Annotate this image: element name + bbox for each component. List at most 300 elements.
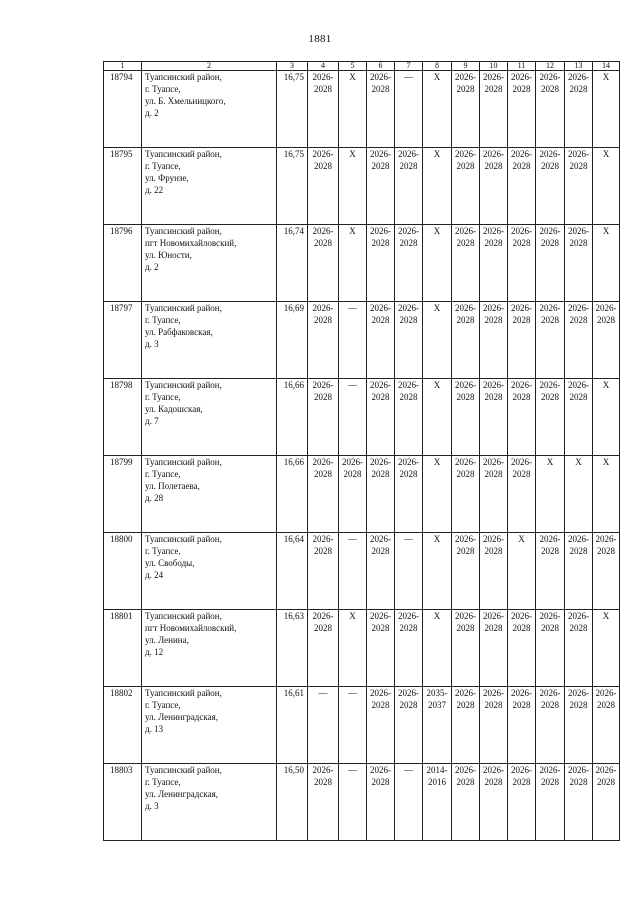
record-number: 18794: [104, 71, 142, 148]
work-period-cell: [452, 764, 480, 841]
work-period-cell: [423, 764, 452, 841]
period-text: 2028: [314, 238, 332, 248]
address-cell: [142, 71, 277, 148]
period-text: 2028: [371, 315, 390, 325]
period-text: 2016: [428, 777, 446, 787]
address-line: Туапсинский район,: [145, 688, 222, 698]
period-text: X: [433, 457, 441, 467]
work-period-cell: [565, 533, 593, 610]
period-text: 2026-: [483, 611, 504, 621]
column-number: 4: [308, 62, 339, 71]
table-row: [104, 533, 620, 610]
period-text: 2026-: [511, 303, 532, 313]
work-period-cell: [480, 456, 508, 533]
work-period-cell: [423, 533, 452, 610]
address-line: д. 3: [145, 801, 159, 811]
period-text: —: [348, 534, 357, 544]
period-text: 2026-: [568, 534, 589, 544]
work-period-cell: [308, 71, 339, 148]
address-line: д. 3: [145, 339, 159, 349]
work-period-cell: [480, 379, 508, 456]
period-text: 2026-: [455, 303, 476, 313]
work-period-cell: [308, 687, 339, 764]
period-text: X: [349, 149, 356, 159]
period-text: 2028: [456, 469, 475, 479]
work-period-cell: [480, 533, 508, 610]
registry-table: [103, 61, 620, 841]
period-text: 2028: [371, 777, 390, 787]
work-period-cell: [308, 379, 339, 456]
work-period-cell: [593, 379, 620, 456]
area-value: 16,69: [277, 302, 308, 379]
address-line: пгт Новомихайловский,: [145, 238, 237, 248]
work-period-cell: [536, 687, 565, 764]
work-period-cell: [395, 687, 423, 764]
work-period-cell: [536, 379, 565, 456]
period-text: 2026-: [398, 303, 419, 313]
column-number: 3: [277, 62, 308, 71]
period-text: 2026-: [568, 226, 589, 236]
period-text: X: [602, 149, 610, 159]
address-line: г. Туапсе,: [145, 392, 181, 402]
address-line: г. Туапсе,: [145, 546, 181, 556]
address-line: д. 12: [145, 647, 164, 657]
work-period-cell: [339, 533, 367, 610]
address-cell: [142, 302, 277, 379]
work-period-cell: [565, 302, 593, 379]
period-text: —: [404, 765, 413, 775]
period-text: 2026-: [370, 457, 391, 467]
period-text: 2026-: [455, 765, 476, 775]
period-text: X: [602, 457, 610, 467]
work-period-cell: [536, 533, 565, 610]
record-number: 18796: [104, 225, 142, 302]
address-cell: [142, 687, 277, 764]
period-text: X: [433, 380, 441, 390]
work-period-cell: [367, 533, 395, 610]
work-period-cell: [395, 379, 423, 456]
period-text: 2026-: [398, 457, 419, 467]
work-period-cell: [480, 687, 508, 764]
period-text: 2028: [456, 161, 475, 171]
period-text: 2028: [399, 392, 418, 402]
column-number: 2: [142, 62, 277, 71]
period-text: 2026-: [455, 611, 476, 621]
period-text: 2028: [399, 161, 418, 171]
area-value: 16,66: [277, 379, 308, 456]
address-line: Туапсинский район,: [145, 611, 222, 621]
work-period-cell: [339, 379, 367, 456]
work-period-cell: [508, 456, 536, 533]
work-period-cell: [395, 764, 423, 841]
work-period-cell: [339, 71, 367, 148]
work-period-cell: [508, 148, 536, 225]
work-period-cell: [565, 687, 593, 764]
period-text: 2026-: [539, 534, 561, 544]
period-text: 2026-: [568, 72, 589, 82]
work-period-cell: [339, 456, 367, 533]
period-text: X: [602, 380, 610, 390]
table-row: [104, 302, 620, 379]
period-text: 2026-: [370, 149, 391, 159]
address-line: г. Туапсе,: [145, 777, 181, 787]
period-text: 2026-: [511, 380, 532, 390]
period-text: 2028: [371, 546, 390, 556]
work-period-cell: [593, 764, 620, 841]
address-line: Туапсинский район,: [145, 380, 222, 390]
period-text: —: [348, 380, 357, 390]
work-period-cell: [395, 610, 423, 687]
period-text: 2026-: [595, 534, 617, 544]
period-text: X: [518, 534, 525, 544]
period-text: 2026-: [568, 380, 589, 390]
record-number: 18802: [104, 687, 142, 764]
period-text: 2026-: [511, 457, 532, 467]
period-text: 2026-: [398, 149, 419, 159]
period-text: 2026-: [568, 303, 589, 313]
period-text: 2028: [541, 238, 559, 248]
work-period-cell: [593, 456, 620, 533]
area-value: 16,66: [277, 456, 308, 533]
period-text: 2026-: [312, 765, 334, 775]
period-text: 2026-: [568, 149, 589, 159]
period-text: 2026-: [511, 765, 532, 775]
period-text: 2026-: [312, 226, 334, 236]
period-text: 2028: [541, 392, 559, 402]
address-line: ул. Б. Хмельницкого,: [145, 96, 226, 106]
record-number: 18801: [104, 610, 142, 687]
column-number: 13: [565, 62, 593, 71]
address-line: ул. Кадошская,: [145, 404, 203, 414]
work-period-cell: [367, 71, 395, 148]
work-period-cell: [536, 71, 565, 148]
work-period-cell: [367, 148, 395, 225]
work-period-cell: [395, 148, 423, 225]
period-text: X: [433, 611, 441, 621]
period-text: 2026-: [398, 611, 419, 621]
column-number: 11: [508, 62, 536, 71]
work-period-cell: [452, 71, 480, 148]
period-text: 2026-: [483, 380, 504, 390]
address-line: д. 13: [145, 724, 164, 734]
period-text: 2028: [314, 777, 332, 787]
period-text: 2028: [456, 238, 475, 248]
work-period-cell: [367, 302, 395, 379]
period-text: 2026-: [511, 611, 532, 621]
address-line: ул. Юности,: [145, 250, 192, 260]
work-period-cell: [480, 148, 508, 225]
period-text: 2028: [541, 315, 559, 325]
period-text: X: [602, 611, 610, 621]
column-number: 14: [593, 62, 620, 71]
period-text: 2028: [512, 315, 531, 325]
work-period-cell: [452, 610, 480, 687]
period-text: 2028: [484, 469, 503, 479]
work-period-cell: [480, 764, 508, 841]
record-number: 18799: [104, 456, 142, 533]
work-period-cell: [308, 610, 339, 687]
period-text: 2026-: [312, 149, 334, 159]
period-text: 2028: [484, 777, 503, 787]
period-text: 2028: [512, 84, 531, 94]
table-row: [104, 148, 620, 225]
work-period-cell: [536, 148, 565, 225]
address-cell: [142, 379, 277, 456]
period-text: 2028: [541, 161, 559, 171]
period-text: 2028: [371, 161, 390, 171]
work-period-cell: [423, 687, 452, 764]
period-text: 2026-: [455, 457, 476, 467]
period-text: 2028: [512, 469, 531, 479]
address-cell: [142, 456, 277, 533]
work-period-cell: [508, 225, 536, 302]
work-period-cell: [593, 687, 620, 764]
period-text: 2028: [569, 777, 588, 787]
period-text: 2026-: [398, 226, 419, 236]
address-line: Туапсинский район,: [145, 765, 222, 775]
record-number: 18798: [104, 379, 142, 456]
period-text: 2028: [314, 623, 332, 633]
address-line: г. Туапсе,: [145, 315, 181, 325]
table-row: [104, 225, 620, 302]
address-line: ул. Свободы,: [145, 558, 195, 568]
period-text: 2028: [541, 84, 559, 94]
period-text: 2028: [484, 623, 503, 633]
work-period-cell: [367, 225, 395, 302]
record-number: 18803: [104, 764, 142, 841]
period-text: 2028: [569, 84, 588, 94]
work-period-cell: [536, 764, 565, 841]
period-text: 2026-: [312, 72, 334, 82]
period-text: 2028: [512, 700, 531, 710]
work-period-cell: [423, 302, 452, 379]
address-cell: [142, 148, 277, 225]
period-text: 2026-: [539, 688, 561, 698]
page-number: 1881: [308, 33, 332, 45]
work-period-cell: [565, 225, 593, 302]
period-text: 2037: [428, 700, 446, 710]
address-line: г. Туапсе,: [145, 84, 181, 94]
period-text: 2026-: [539, 765, 561, 775]
period-text: X: [349, 72, 356, 82]
work-period-cell: [339, 764, 367, 841]
work-period-cell: [395, 456, 423, 533]
work-period-cell: [367, 456, 395, 533]
period-text: X: [602, 72, 610, 82]
period-text: 2035-: [426, 688, 448, 698]
period-text: 2028: [569, 392, 588, 402]
table-row: [104, 379, 620, 456]
period-text: 2026-: [595, 765, 617, 775]
period-text: —: [348, 765, 357, 775]
address-cell: [142, 225, 277, 302]
period-text: 2028: [569, 700, 588, 710]
period-text: 2026-: [455, 149, 476, 159]
work-period-cell: [308, 225, 339, 302]
period-text: 2026-: [455, 534, 476, 544]
period-text: 2028: [371, 84, 390, 94]
work-period-cell: [536, 225, 565, 302]
period-text: —: [348, 688, 357, 698]
work-period-cell: [452, 225, 480, 302]
period-text: X: [433, 149, 441, 159]
column-number: 12: [536, 62, 565, 71]
period-text: 2026-: [483, 457, 504, 467]
period-text: —: [318, 688, 328, 698]
area-value: 16,63: [277, 610, 308, 687]
period-text: 2026-: [370, 765, 391, 775]
period-text: —: [404, 72, 413, 82]
period-text: 2028: [512, 161, 531, 171]
address-cell: [142, 764, 277, 841]
period-text: 2026-: [483, 303, 504, 313]
work-period-cell: [536, 456, 565, 533]
period-text: 2028: [456, 392, 475, 402]
period-text: 2026-: [342, 457, 363, 467]
work-period-cell: [308, 764, 339, 841]
period-text: 2026-: [312, 380, 334, 390]
work-period-cell: [423, 71, 452, 148]
period-text: 2028: [314, 392, 332, 402]
period-text: 2028: [597, 777, 615, 787]
period-text: —: [348, 303, 357, 313]
period-text: 2026-: [370, 611, 391, 621]
work-period-cell: [508, 71, 536, 148]
period-text: 2028: [512, 392, 531, 402]
period-text: 2028: [399, 623, 418, 633]
period-text: 2026-: [511, 226, 532, 236]
period-text: 2028: [456, 84, 475, 94]
period-text: 2028: [484, 84, 503, 94]
period-text: 2026-: [568, 765, 589, 775]
table-row: [104, 687, 620, 764]
address-line: д. 24: [145, 570, 164, 580]
period-text: X: [602, 226, 610, 236]
work-period-cell: [367, 764, 395, 841]
period-text: 2028: [314, 469, 332, 479]
period-text: 2026-: [511, 149, 532, 159]
address-line: ул. Ленинградская,: [145, 789, 218, 799]
period-text: 2028: [314, 315, 332, 325]
period-text: 2026-: [483, 534, 504, 544]
record-number: 18797: [104, 302, 142, 379]
period-text: 2028: [484, 546, 503, 556]
work-period-cell: [508, 379, 536, 456]
address-line: Туапсинский район,: [145, 303, 222, 313]
address-cell: [142, 610, 277, 687]
period-text: 2028: [371, 469, 390, 479]
column-number: 1: [104, 62, 142, 71]
column-number: 8: [423, 62, 452, 71]
period-text: 2028: [512, 623, 531, 633]
period-text: 2028: [456, 777, 475, 787]
work-period-cell: [395, 302, 423, 379]
period-text: 2028: [541, 700, 559, 710]
period-text: 2026-: [370, 226, 391, 236]
work-period-cell: [565, 379, 593, 456]
work-period-cell: [339, 610, 367, 687]
column-number-row: [104, 62, 620, 71]
period-text: 2028: [399, 315, 418, 325]
work-period-cell: [452, 379, 480, 456]
address-line: г. Туапсе,: [145, 469, 181, 479]
period-text: 2026-: [370, 688, 391, 698]
address-line: Туапсинский район,: [145, 226, 222, 236]
area-value: 16,75: [277, 71, 308, 148]
address-line: г. Туапсе,: [145, 700, 181, 710]
period-text: —: [404, 534, 413, 544]
period-text: 2026-: [312, 611, 334, 621]
period-text: 2028: [597, 700, 615, 710]
work-period-cell: [508, 533, 536, 610]
work-period-cell: [593, 302, 620, 379]
period-text: 2028: [399, 700, 418, 710]
work-period-cell: [565, 764, 593, 841]
period-text: X: [349, 611, 356, 621]
column-number: 6: [367, 62, 395, 71]
period-text: 2028: [371, 623, 390, 633]
work-period-cell: [480, 302, 508, 379]
period-text: 2014-: [426, 765, 448, 775]
work-period-cell: [423, 456, 452, 533]
work-period-cell: [452, 456, 480, 533]
area-value: 16,74: [277, 225, 308, 302]
work-period-cell: [339, 148, 367, 225]
period-text: 2026-: [568, 611, 589, 621]
period-text: 2026-: [539, 149, 561, 159]
record-number: 18795: [104, 148, 142, 225]
record-number: 18800: [104, 533, 142, 610]
work-period-cell: [593, 71, 620, 148]
period-text: 2026-: [539, 72, 561, 82]
period-text: 2026-: [539, 303, 561, 313]
period-text: 2028: [597, 546, 615, 556]
period-text: 2026-: [483, 765, 504, 775]
address-line: ул. Фрунзе,: [145, 173, 189, 183]
period-text: 2026-: [483, 72, 504, 82]
work-period-cell: [452, 302, 480, 379]
work-period-cell: [423, 225, 452, 302]
period-text: 2026-: [483, 149, 504, 159]
period-text: X: [433, 72, 441, 82]
work-period-cell: [593, 148, 620, 225]
period-text: 2028: [343, 469, 362, 479]
period-text: 2028: [569, 623, 588, 633]
address-line: ул. Ленина,: [145, 635, 189, 645]
work-period-cell: [367, 687, 395, 764]
period-text: 2026-: [370, 72, 391, 82]
work-period-cell: [536, 302, 565, 379]
period-text: 2028: [371, 238, 390, 248]
table-row: [104, 456, 620, 533]
address-line: Туапсинский район,: [145, 149, 222, 159]
period-text: 2026-: [511, 72, 532, 82]
period-text: 2026-: [370, 380, 391, 390]
period-text: X: [433, 303, 441, 313]
work-period-cell: [508, 764, 536, 841]
period-text: 2028: [456, 623, 475, 633]
period-text: 2028: [541, 546, 559, 556]
period-text: 2028: [484, 315, 503, 325]
work-period-cell: [395, 225, 423, 302]
period-text: 2028: [569, 238, 588, 248]
period-text: 2028: [456, 546, 475, 556]
address-line: д. 7: [145, 416, 159, 426]
work-period-cell: [367, 610, 395, 687]
period-text: 2028: [541, 777, 559, 787]
work-period-cell: [395, 71, 423, 148]
period-text: 2026-: [370, 303, 391, 313]
